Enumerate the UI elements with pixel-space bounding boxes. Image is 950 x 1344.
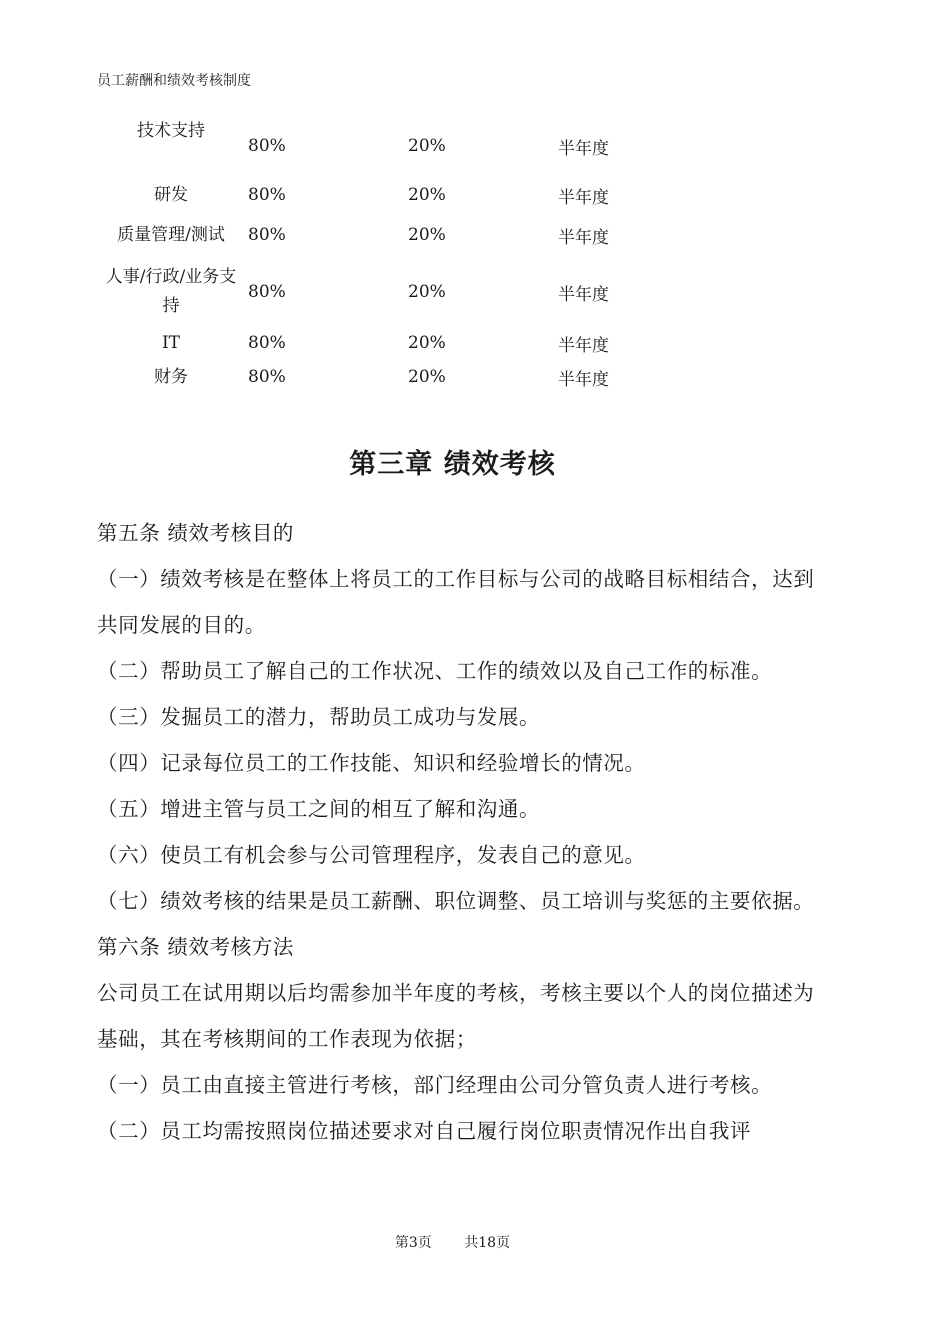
table-cell-period: 半年度 <box>558 139 609 159</box>
table-cell-period: 半年度 <box>558 336 609 356</box>
table-cell-period: 半年度 <box>558 228 609 248</box>
table-cell-weight-b: 20% <box>408 333 446 353</box>
paragraph: （一）员工由直接主管进行考核，部门经理由公司分管负责人进行考核。 <box>97 1073 773 1097</box>
paragraph: （一）绩效考核是在整体上将员工的工作目标与公司的战略目标相结合，达到共同发展的目的。 <box>97 567 815 637</box>
table-cell-dept: 研发 <box>154 185 188 205</box>
table-cell-dept: IT <box>161 333 181 353</box>
table-cell-weight-b: 20% <box>408 225 446 245</box>
paragraph: （三）发掘员工的潜力，帮助员工成功与发展。 <box>97 705 541 729</box>
table-cell-weight-a: 80% <box>248 136 286 156</box>
table-cell-dept: 技术支持 <box>137 121 205 141</box>
table-cell-weight-a: 80% <box>248 282 286 302</box>
table-cell-dept: 人事/行政/业务支持 <box>105 267 237 316</box>
page-footer <box>0 1232 905 1252</box>
table-cell-weight-a: 80% <box>248 185 286 205</box>
table-cell-weight-b: 20% <box>408 136 446 156</box>
paragraph: （二）员工均需按照岗位描述要求对自己履行岗位职责情况作出自我评 <box>97 1119 752 1143</box>
table-cell-period: 半年度 <box>558 188 609 208</box>
table-cell-weight-b: 20% <box>408 185 446 205</box>
paragraph: （六）使员工有机会参与公司管理程序，发表自己的意见。 <box>97 843 646 867</box>
article-heading: 第六条 绩效考核方法 <box>97 935 295 959</box>
table-cell-period: 半年度 <box>558 285 609 305</box>
paragraph: （二）帮助员工了解自己的工作状况、工作的绩效以及自己工作的标准。 <box>97 659 773 683</box>
paragraph: 公司员工在试用期以后均需参加半年度的考核，考核主要以个人的岗位描述为基础，其在考核期间的工作表现为依据； <box>97 981 815 1051</box>
paragraph: （四）记录每位员工的工作技能、知识和经验增长的情况。 <box>97 751 646 775</box>
document-header: 员工薪酬和绩效考核制度 <box>97 73 251 89</box>
table-cell-weight-b: 20% <box>408 367 446 387</box>
page-total: 共18页 <box>464 1235 511 1251</box>
table-cell-weight-b: 20% <box>408 282 446 302</box>
table-cell-weight-a: 80% <box>248 333 286 353</box>
table-cell-dept: 质量管理/测试 <box>117 225 225 245</box>
table-cell-weight-a: 80% <box>248 225 286 245</box>
table-cell-dept: 财务 <box>154 367 188 387</box>
paragraph: （七）绩效考核的结果是员工薪酬、职位调整、员工培训与奖惩的主要依据。 <box>97 889 815 913</box>
table-cell-period: 半年度 <box>558 370 609 390</box>
page-number: 第3页 <box>394 1235 432 1251</box>
document-body <box>97 510 817 1154</box>
paragraph: （五）增进主管与员工之间的相互了解和沟通。 <box>97 797 541 821</box>
chapter-title: 第三章 绩效考核 <box>349 449 556 480</box>
table-cell-weight-a: 80% <box>248 367 286 387</box>
article-heading: 第五条 绩效考核目的 <box>97 521 295 545</box>
